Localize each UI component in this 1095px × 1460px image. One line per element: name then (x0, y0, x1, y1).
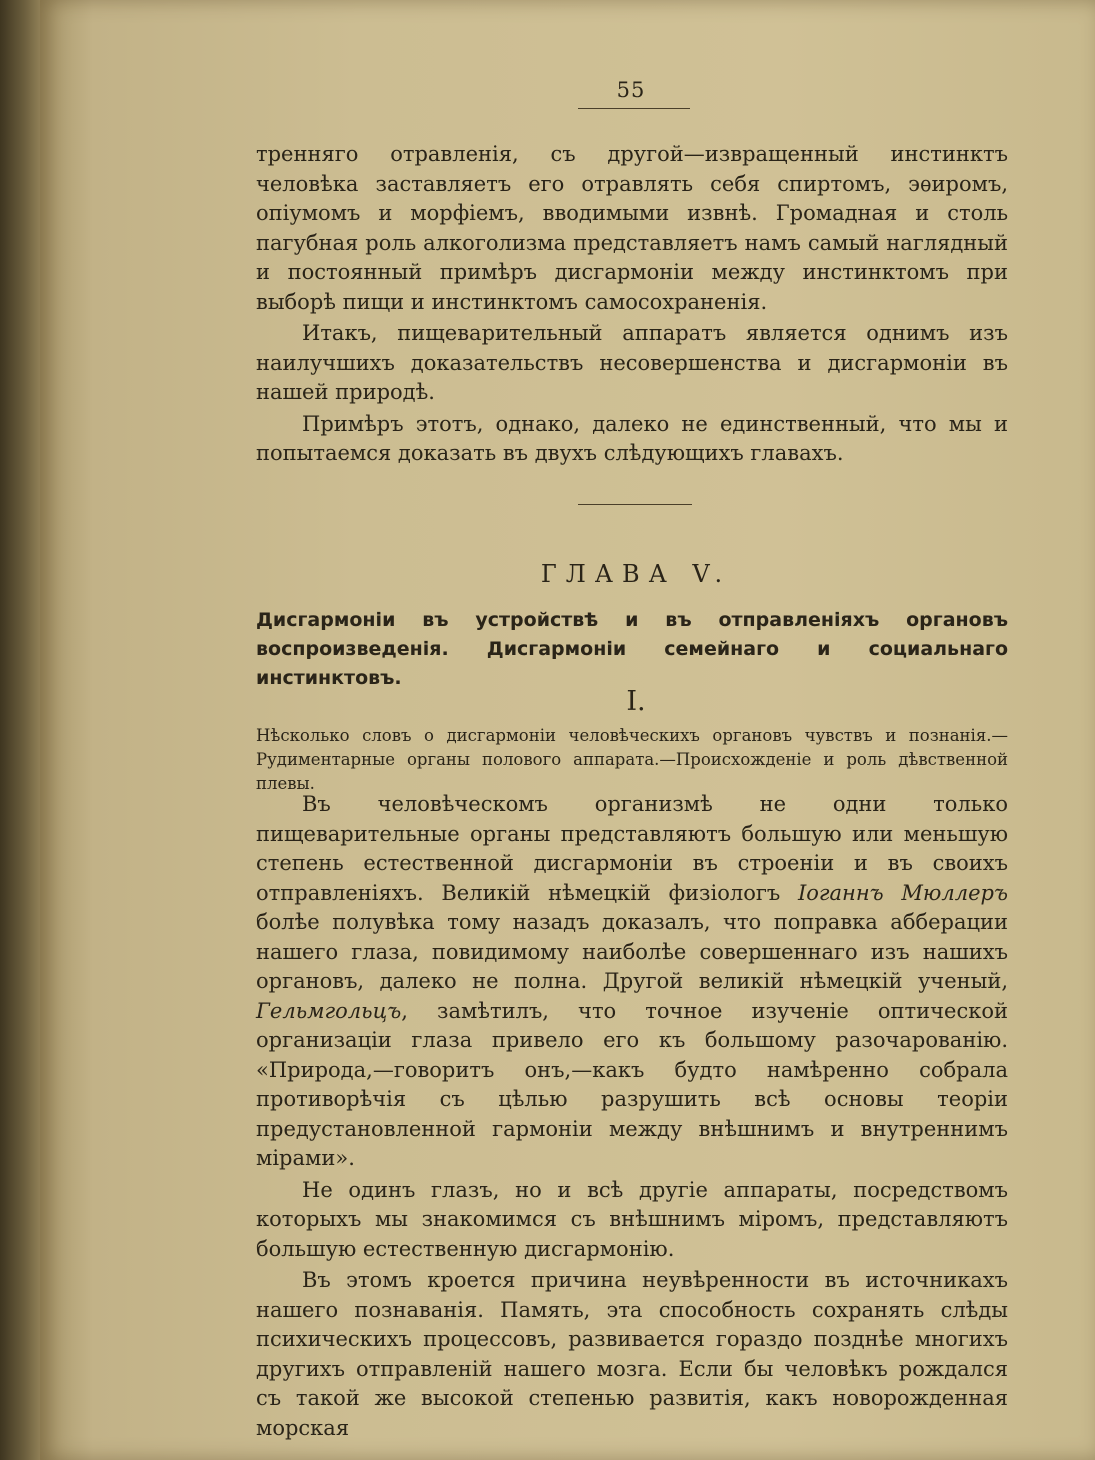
chapter-subtitle: Дисгармоніи въ устройствѣ и въ отправленіяхъ органовъ воспроизведенія. Дисгармоніи семейнаго и социальнаго инстинктовъ. (256, 609, 1008, 689)
body-p1-start: Въ человѣческомъ организмѣ не одни только пищеварительные органы представляютъ большую или меньшую степень естественной дисгармоніи въ строеніи и въ своихъ отправленіяхъ. Великій нѣмецкій физіологъ (256, 792, 1008, 905)
body-paragraph-3: Въ этомъ кроется причина неувѣренности въ источникахъ нашего познаванія. Память, эта способность сохранять слѣды психическихъ процессовъ, развивается гораздо позднѣе многихъ другихъ отправленій нашего мозга. Если бы человѣкъ рождался съ такой же высокой степенью развитія, какъ новорожденная морская (256, 1268, 1008, 1440)
paragraph-conclusion: Итакъ, пищеварительный аппаратъ является однимъ изъ наилучшихъ доказательствъ несовершенства и дисгармоніи въ нашей природѣ. (256, 321, 1008, 404)
book-page (40, 0, 1095, 1460)
top-text-block (256, 140, 1008, 469)
body-p1-mid: болѣе полувѣка тому назадъ доказалъ, что поправка абберации нашего глаза, повидимому наиболѣе совершеннаго изъ нашихъ органовъ, далеко не полна. Другой великій нѣмецкій ученый, (256, 910, 1008, 993)
page-number-rule (578, 108, 690, 109)
chapter-title: ГЛАВА V. (540, 560, 732, 588)
page-number: 55 (616, 78, 646, 102)
paragraph-continuation: тренняго отравленія, съ другой—извращенный инстинктъ человѣка заставляетъ его отравлять себя спиртомъ, эѳиромъ, опіумомъ и морфіемъ, вводимыми извнѣ. Громадная и столь пагубная роль алкоголизма представляетъ намъ самый наглядный и постоянный примѣръ дисгармоніи между инстинктомъ при выборѣ пищи и инстинктомъ самосохраненія. (256, 142, 1008, 314)
book-gutter (0, 0, 40, 1460)
section-summary: Нѣсколько словъ о дисгармоніи человѣческихъ органовъ чувствъ и познанія.—Рудиментарные органы полового аппарата.—Происхожденіе и роль дѣвственной плевы. (256, 726, 1008, 793)
section-divider (578, 504, 692, 505)
body-paragraph-2: Не одинъ глазъ, но и всѣ другіе аппараты, посредствомъ которыхъ мы знакомимся съ внѣшнимъ міромъ, представляютъ большую естественную дисгармонію. (256, 1177, 1008, 1261)
body-p1-end: , замѣтилъ, что точное изученіе оптической организаціи глаза привело его къ большому разочарованію. «Природа,—говоритъ онъ,—какъ будто намѣренно собрала противорѣчія съ цѣлью разрушить всѣ основы теоріи предустановленной гармоніи между внѣшнимъ и внутреннимъ мірами». (256, 998, 1008, 1170)
name-mueller: Іоганнъ Мюллеръ (797, 880, 1008, 905)
name-helmholtz: Гельмгольцъ (256, 998, 402, 1023)
body-text-block (256, 790, 1008, 1443)
body-paragraph-1 (256, 790, 1008, 1174)
section-number: I. (626, 686, 646, 717)
paragraph-transition: Примѣръ этотъ, однако, далеко не единственный, что мы и попытаемся доказать въ двухъ слѣдующихъ главахъ. (256, 411, 1008, 465)
